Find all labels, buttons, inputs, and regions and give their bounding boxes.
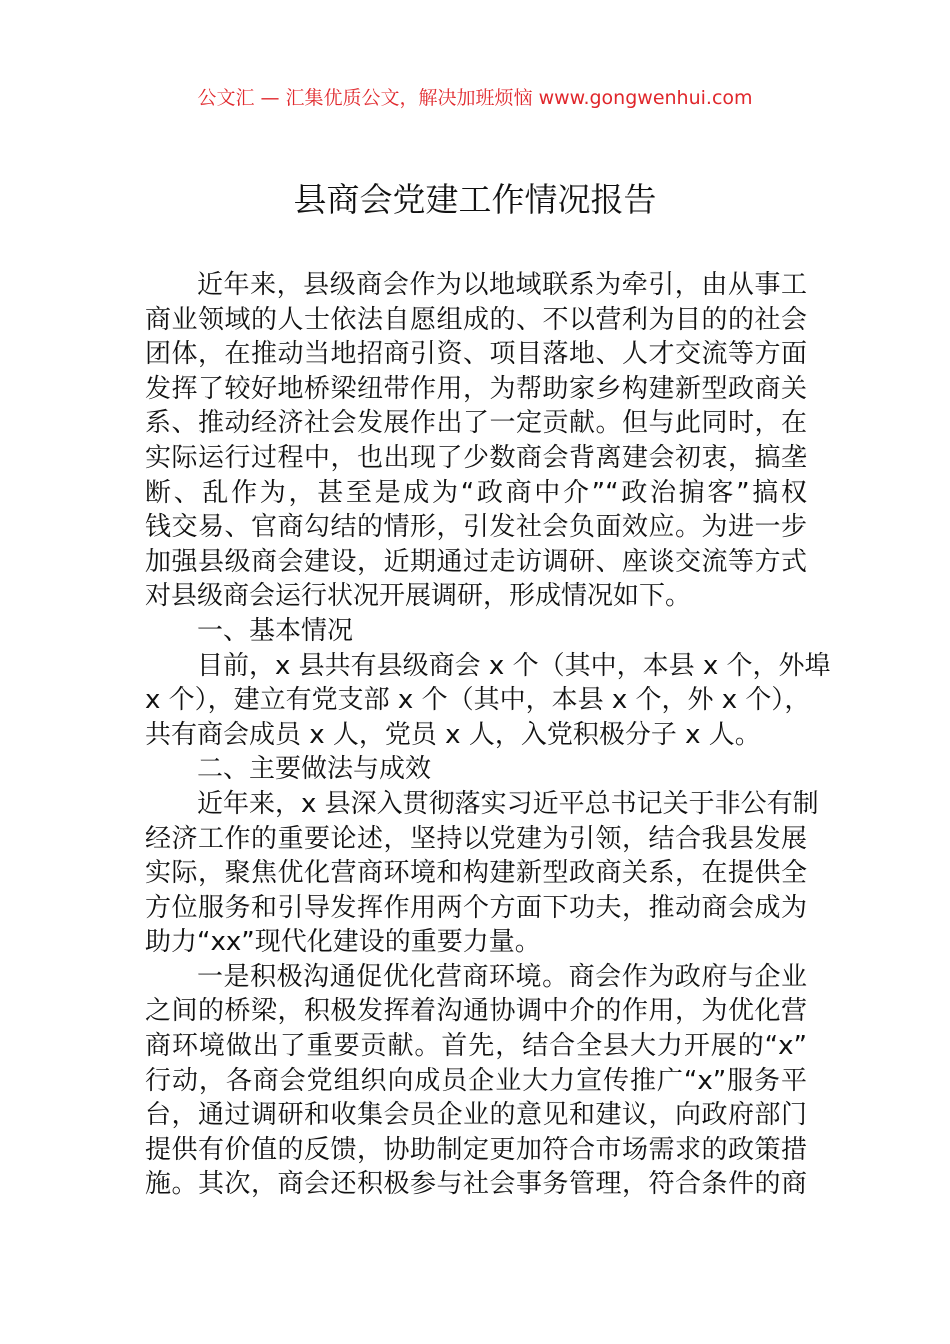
body-line: 钱交易、官商勾结的情形，引发社会负面效应。为进一步 (145, 512, 807, 543)
website-header-banner (0, 84, 950, 112)
body-line: 加强县级商会建设，近期通过走访调研、座谈交流等方式 (145, 546, 807, 577)
body-line: 助力“xx”现代化建设的重要力量。 (145, 927, 541, 958)
body-line: 近年来，x 县深入贯彻落实习近平总书记关于非公有制 (197, 788, 819, 819)
body-line: 方位服务和引导发挥作用两个方面下功夫，推动商会成为 (145, 892, 807, 923)
body-line: 系、推动经济社会发展作出了一定贡献。但与此同时，在 (145, 408, 807, 439)
body-line: 团体，在推动当地招商引资、项目落地、人才交流等方面 (145, 339, 807, 370)
document-title: 县商会党建工作情况报告 (293, 180, 657, 219)
body-line: 对县级商会运行状况开展调研，形成情况如下。 (145, 581, 692, 612)
section-heading: 一、基本情况 (197, 615, 354, 646)
body-line: x 个），建立有党支部 x 个（其中，本县 x 个，外 x 个）， (145, 685, 811, 716)
body-line: 提供有价值的反馈，协助制定更加符合市场需求的政策措 (145, 1134, 807, 1165)
body-line: 之间的桥梁，积极发挥着沟通协调中介的作用，为优化营 (145, 996, 807, 1027)
body-line: 实际运行过程中，也出现了少数商会背离建会初衷，搞垄 (145, 442, 807, 473)
section-heading: 二、主要做法与成效 (197, 754, 432, 785)
body-line: 经济工作的重要论述，坚持以党建为引领，结合我县发展 (145, 823, 807, 854)
body-line: 近年来，县级商会作为以地域联系为牵引，由从事工 (197, 270, 807, 300)
body-line: 目前，x 县共有县级商会 x 个（其中，本县 x 个，外埠 (197, 650, 831, 681)
body-line: 行动，各商会党组织向成员企业大力宣传推广“x”服务平 (145, 1065, 807, 1096)
body-line: 发挥了较好地桥梁纽带作用，为帮助家乡构建新型政商关 (145, 373, 807, 404)
body-line: 断、乱作为，甚至是成为“政商中介”“政治掮客”搞权 (145, 477, 807, 508)
body-line: 台，通过调研和收集会员企业的意见和建议，向政府部门 (145, 1100, 807, 1131)
body-line: 商业领域的人士依法自愿组成的、不以营利为目的的社会 (145, 304, 807, 335)
body-line: 一是积极沟通促优化营商环境。商会作为政府与企业 (197, 961, 807, 992)
body-line: 施。其次，商会还积极参与社会事务管理，符合条件的商 (145, 1169, 807, 1200)
body-line: 共有商会成员 x 人，党员 x 人，入党积极分子 x 人。 (145, 719, 761, 750)
body-line: 商环境做出了重要贡献。首先，结合全县大力开展的“x” (145, 1031, 807, 1062)
body-line: 实际，聚焦优化营商环境和构建新型政商关系，在提供全 (145, 858, 807, 889)
document-body (145, 268, 831, 1202)
header-text: 公文汇 — 汇集优质公文，解决加班烦恼 www.gongwenhui.com (197, 87, 753, 109)
